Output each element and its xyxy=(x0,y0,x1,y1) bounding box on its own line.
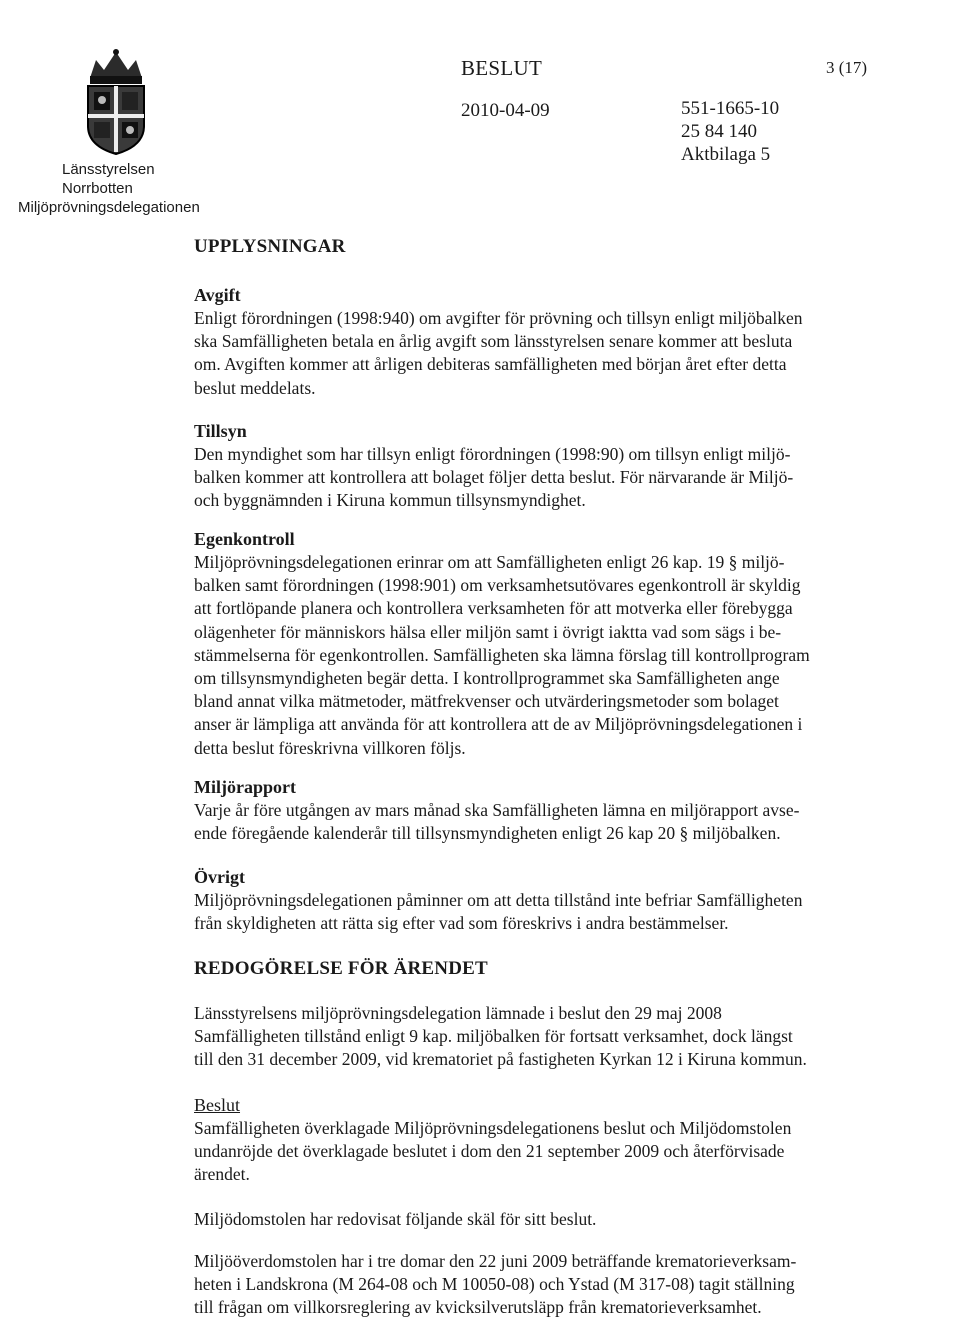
text-line: detta beslut föreskrivna villkoren följs. xyxy=(194,737,466,758)
text-line: anser är lämpliga att använda för att kontrollera att de av Miljöprövningsdelegationen i xyxy=(194,714,803,735)
text-line: balken kommer att kontrollera att bolaget följer detta beslut. För närvarande är Miljö- xyxy=(194,467,794,488)
section-tillsyn xyxy=(194,420,894,513)
text-line: om tillsynsmyndigheten begär detta. I kontrollprogrammet ska Samfälligheten ange xyxy=(194,668,780,689)
org-line-3: Miljöprövningsdelegationen xyxy=(18,199,200,216)
text-line: Miljödomstolen har redovisat följande skäl för sitt beslut. xyxy=(194,1209,597,1229)
text-line: ska Samfälligheten betala en årlig avgift som länsstyrelsen senare kommer att besluta xyxy=(194,331,793,352)
paragraph-miljooverdomstolen xyxy=(194,1250,894,1320)
paragraph-skal xyxy=(194,1208,894,1231)
reference-numbers xyxy=(681,97,779,166)
text-line: Den myndighet som har tillsyn enligt förordningen (1998:90) om tillsyn enligt miljö- xyxy=(194,444,791,464)
text-line: Enligt förordningen (1998:940) om avgifter för prövning och tillsyn enligt miljöbalken xyxy=(194,308,803,328)
text-line: Samfälligheten tillstånd enligt 9 kap. miljöbalken för fortsatt verksamhet, dock längst xyxy=(194,1026,793,1047)
text-line: olägenheter för människors hälsa eller miljön samt i övrigt iaktta vad som sägs i be- xyxy=(194,621,782,642)
org-line-1: Länsstyrelsen xyxy=(62,161,155,178)
text-line: Miljöprövningsdelegationen påminner om att detta tillstånd inte befriar Samfälligheten xyxy=(194,890,803,910)
case-number: 551-1665-10 xyxy=(681,98,780,119)
redogorelse-intro xyxy=(194,1002,894,1072)
text-line: Samfälligheten överklagade Miljöprövningsdelegationens beslut och Miljödomstolen xyxy=(194,1118,792,1138)
text-line: ende föregående kalenderår till tillsynsmyndigheten enligt 26 kap 20 § miljöbalken. xyxy=(194,823,781,844)
text-line: till den 31 december 2009, vid krematoriet på fastigheten Kyrkan 12 i Kiruna kommun. xyxy=(194,1049,807,1070)
text-line: heten i Landskrona (M 264-08 och M 10050-08) och Ystad (M 317-08) tagit ställning xyxy=(194,1274,795,1295)
heading-egenkontroll: Egenkontroll xyxy=(194,529,295,549)
section-title-redogorelse: REDOGÖRELSE FÖR ÄRENDET xyxy=(194,958,488,979)
section-beslut xyxy=(194,1094,894,1187)
heading-tillsyn: Tillsyn xyxy=(194,421,247,441)
heading-miljorapport: Miljörapport xyxy=(194,777,296,797)
document-type: BESLUT xyxy=(461,56,543,80)
section-ovrigt xyxy=(194,866,894,935)
document-date: 2010-04-09 xyxy=(461,100,550,121)
section-egenkontroll xyxy=(194,528,894,760)
organization-name xyxy=(18,160,200,217)
appendix-label: Aktbilaga 5 xyxy=(681,144,771,165)
section-miljorapport xyxy=(194,776,894,845)
heading-avgift: Avgift xyxy=(194,285,241,305)
text-line: beslut meddelats. xyxy=(194,377,316,398)
text-line: ärendet. xyxy=(194,1164,250,1185)
section-avgift xyxy=(194,284,894,400)
text-line: till frågan om villkorsreglering av kvicksilverutsläpp från krematorieverksamhet. xyxy=(194,1297,762,1318)
text-line: och byggnämnden i Kiruna kommun tillsynsmyndighet. xyxy=(194,490,586,511)
text-line: bland annat vilka mätmetoder, mätfrekvenser och utvärderingsmetoder som bolaget xyxy=(194,691,779,712)
text-line: undanröjde det överklagade beslutet i dom den 21 september 2009 och återförvisade xyxy=(194,1141,785,1162)
text-line: stämmelserna för egenkontrollen. Samfälligheten ska lämna förslag till kontrollprogram xyxy=(194,644,810,665)
org-line-2: Norrbotten xyxy=(62,180,133,197)
section-title-upplysningar: UPPLYSNINGAR xyxy=(194,236,346,257)
text-line: att fortlöpande planera och kontrollera verksamheten för att motverka eller förebygga xyxy=(194,598,793,619)
heading-beslut: Beslut xyxy=(194,1095,241,1115)
text-line: från skyldigheten att rätta sig efter vad som föreskrivs i andra bestämmelser. xyxy=(194,913,729,934)
text-line: Miljöprövningsdelegationen erinrar om att Samfälligheten enligt 26 kap. 19 § miljö- xyxy=(194,552,785,572)
page-number: 3 (17) xyxy=(826,58,868,77)
text-line: Länsstyrelsens miljöprövningsdelegation lämnade i beslut den 29 maj 2008 xyxy=(194,1003,722,1023)
text-line: balken samt förordningen (1998:901) om verksamhetsutövares egenkontroll är skyldig xyxy=(194,575,801,596)
text-line: Varje år före utgången av mars månad ska Samfälligheten lämna en miljörapport avse- xyxy=(194,800,800,820)
heading-ovrigt: Övrigt xyxy=(194,867,245,887)
coat-of-arms-icon xyxy=(78,48,154,158)
text-line: om. Avgiften kommer att årligen debiteras samfälligheten med början året efter detta xyxy=(194,354,787,375)
dossier-number: 25 84 140 xyxy=(681,121,757,142)
text-line: Miljööverdomstolen har i tre domar den 22 juni 2009 beträffande krematorieverksam- xyxy=(194,1251,797,1271)
